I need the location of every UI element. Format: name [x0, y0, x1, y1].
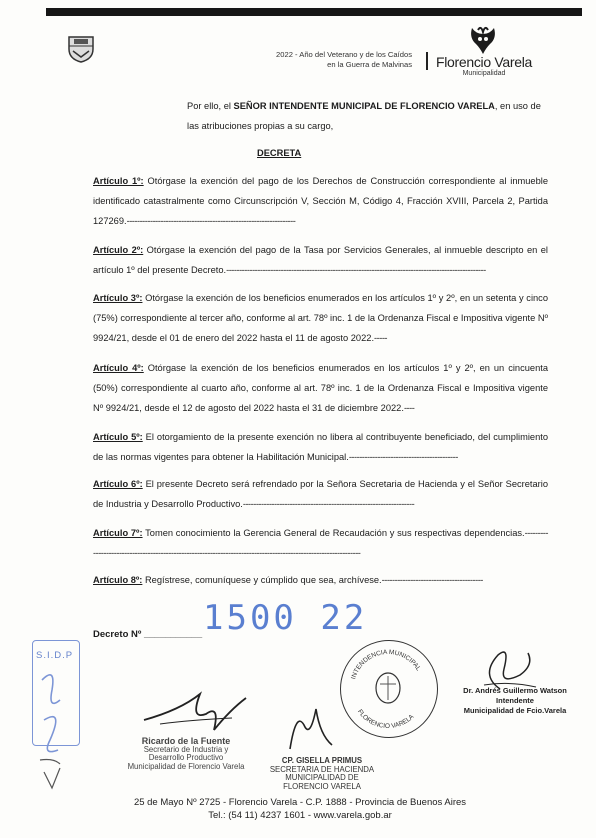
- page-footer: 25 de Mayo Nº 2725 - Florencio Varela - C.P. 1888 - Provincia de Buenos Aires Tel.: (54 11) 4237 1601 - www.varela.gob.ar: [133, 797, 467, 821]
- municipal-shield-icon: [66, 33, 96, 63]
- intro-paragraph: Por ello, el SEÑOR INTENDENTE MUNICIPAL DE FLORENCIO VARELA, en uso de las atribuciones propias a su cargo,: [187, 101, 541, 131]
- header-motto: 2022 - Año del Veterano y de los Caídos en la Guerra de Malvinas: [276, 50, 412, 69]
- signature-industry-secretary: [140, 690, 250, 740]
- sidp-stamp-text: S.I.D.P: [36, 650, 74, 661]
- florencio-varela-logo-icon: [466, 24, 500, 56]
- decree-number-label: Decreto Nº ___________: [93, 629, 203, 640]
- article-2: Artículo 2º: Otórgase la exención del pago de la Tasa por Servicios Generales, al inmueble descripto en el artículo 1º del presente Decreto.----------------------------------------------------------------------------------------------------: [93, 245, 549, 275]
- signature-block-mayor: Dr. Andrés Guillermo Watson Intendente Municipalidad de Fcio.Varela: [463, 686, 567, 715]
- article-7: Artículo 7º: Tomen conocimiento la Gerencia General de Recaudación y sus respectivas dependencias.----------------------------------------------------------------------------------------------------------------: [93, 528, 548, 558]
- article-3: Artículo 3º: Otórgase la exención de los beneficios enumerados en los artículos 1º y 2º, en un setenta y cinco (75%) correspondiente al tercer año, conforme al art. 78º inc. 1 de la Ordenanza Fiscal e Impositiva vigente Nº 9924/21, desde el 01 de enero del 2022 hasta el 11 de agosto 2022.-----: [93, 293, 548, 343]
- svg-text:FLORENCIO VARELA: FLORENCIO VARELA: [355, 708, 416, 731]
- article-1: Artículo 1º: Otórgase la exención del pago de los Derechos de Construcción correspondiente al inmueble identificado catastralmente como Circunscripción V, Sección M, Código 4, Fracción XVIII, Parcela 2, Partida 127269.-----------------------------------------------------------------: [93, 176, 548, 226]
- top-rule: [46, 8, 582, 16]
- logo-subtitle: Municipalidad: [462, 70, 506, 77]
- article-4: Artículo 4º: Otórgase la exención de los beneficios enumerados en los artículos 1º y 2º, en un cincuenta (50%) correspondiente al cuarto año, conforme al art. 78º inc. 1 de la Ordenanza Fiscal e Impositiva vigente Nº 9924/21, desde el 12 de agosto del 2022 hasta el 31 de diciembre 2022.----: [93, 363, 548, 413]
- header-divider: [426, 52, 428, 70]
- signature-block-treasury: CP. GISELLA PRIMUS SECRETARIA DE HACIENDA MUNICIPALIDAD DE FLORENCIO VARELA: [269, 756, 375, 791]
- logo-name: Florencio Varela: [435, 54, 533, 70]
- article-5: Artículo 5º: El otorgamiento de la presente exención no libera al contribuyente beneficiado, del cumplimiento de las normas vigentes para obtener la Habilitación Municipal.------------------------------------------: [93, 432, 548, 462]
- svg-text:INTENDENCIA MUNICIPAL: INTENDENCIA MUNICIPAL: [350, 648, 422, 681]
- municipal-seal-text: [340, 640, 436, 736]
- decree-number-stamp: 1500 22: [203, 598, 368, 638]
- signature-block-industry: Ricardo de la Fuente Secretario de Industria y Desarrollo Productivo Municipalidad de Florencio Varela: [127, 736, 245, 771]
- decreta-heading: DECRETA: [257, 148, 302, 158]
- article-6: Artículo 6º: El presente Decreto será refrendado por la Señora Secretaria de Hacienda y el Señor Secretario de Industria y Desarrollo Productivo.------------------------------------------------------------------: [93, 479, 548, 509]
- signature-treasury-secretary: [280, 705, 340, 755]
- sidp-initials-signature: [30, 660, 90, 790]
- article-8: Artículo 8º: Regístrese, comuníquese y cúmplido que sea, archívese.---------------------------------------: [93, 575, 483, 585]
